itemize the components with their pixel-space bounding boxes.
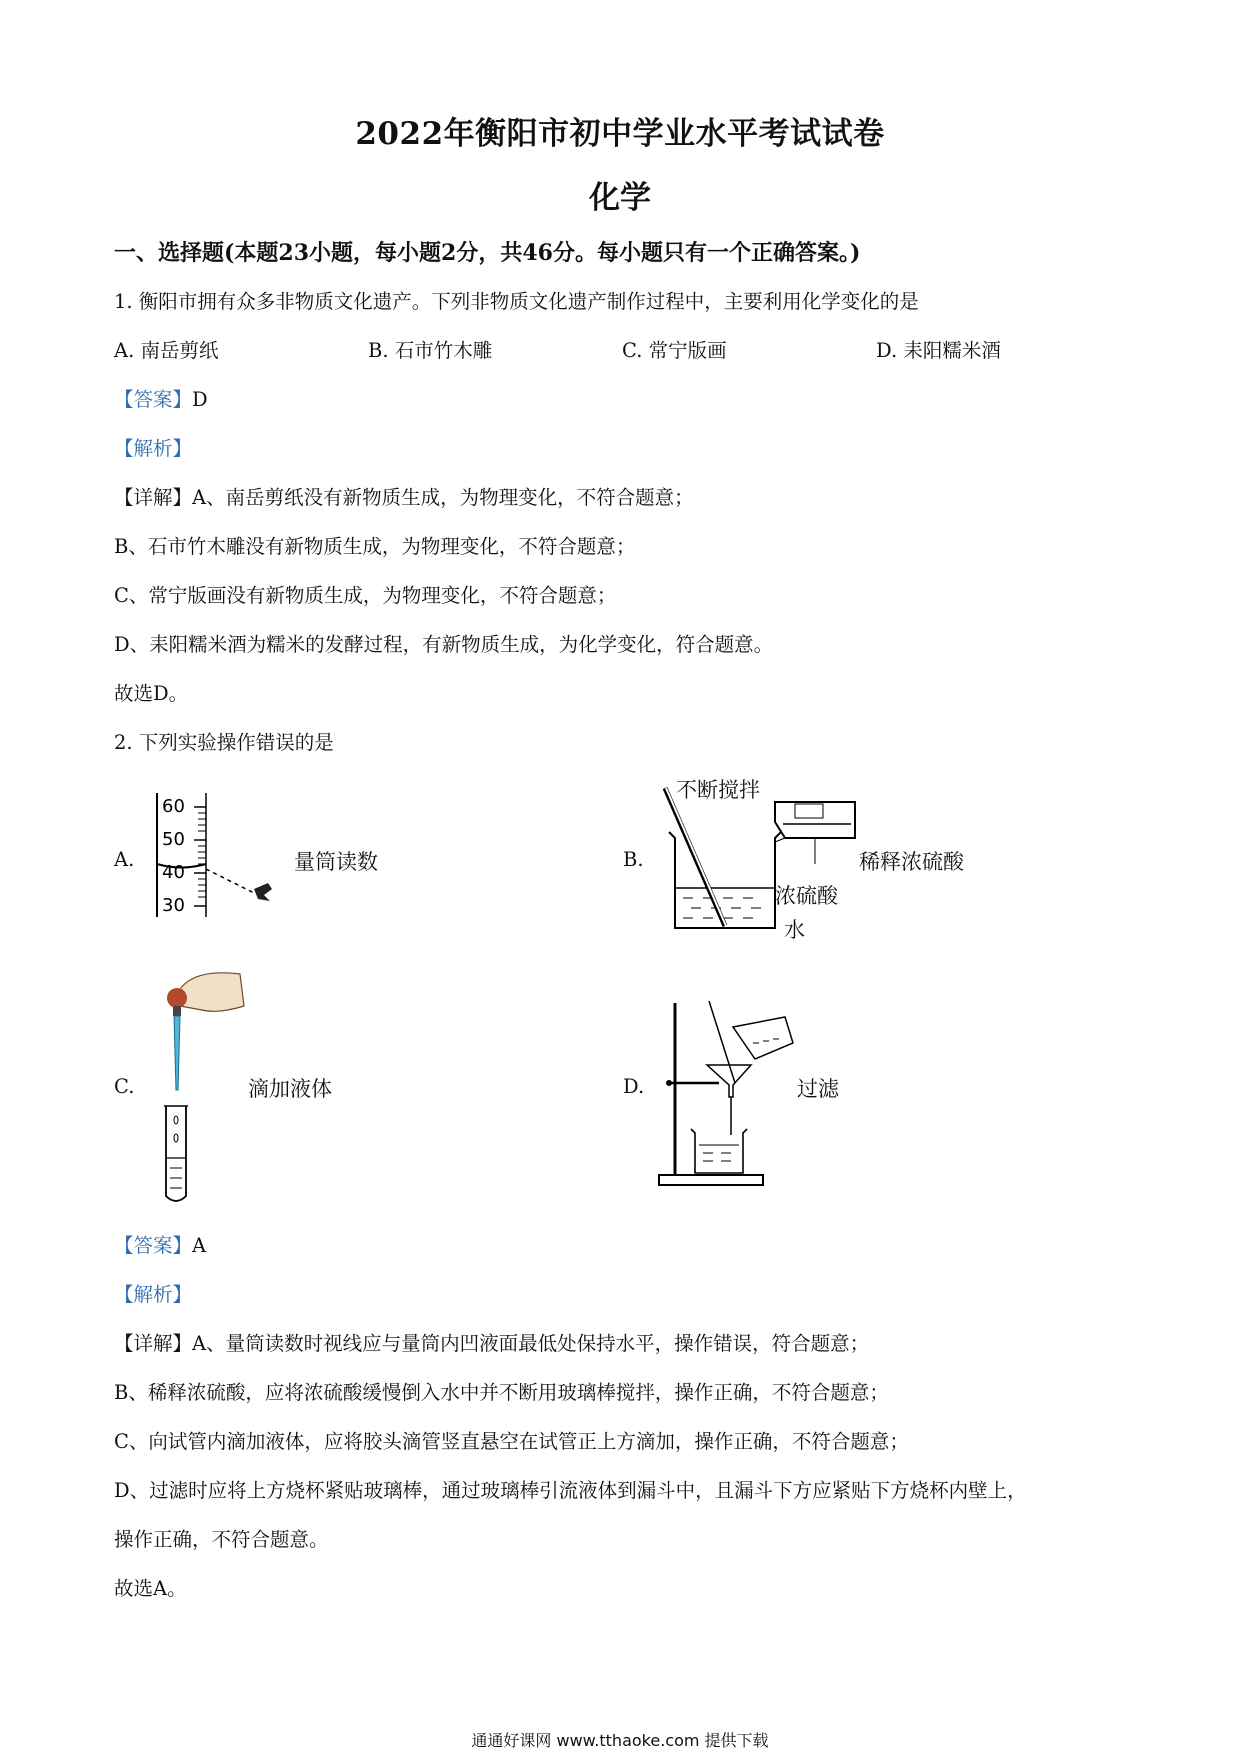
section-heading: 一、选择题(本题23小题，每小题2分，共46分。每小题只有一个正确答案。): [114, 240, 861, 266]
cylinder-tick-60: 60: [162, 796, 185, 817]
q1-option-a: A. 南岳剪纸: [114, 339, 219, 362]
filtration-figure: [655, 995, 805, 1195]
q2-answer-line: [114, 1230, 206, 1258]
q2-detail-c: C、向试管内滴加液体，应将胶头滴管竖直悬空在试管正上方滴加，操作正确，不符合题意；: [114, 1430, 909, 1453]
q1-detail-a-text: A、南岳剪纸没有新物质生成，为物理变化，不符合题意；: [192, 486, 694, 509]
q1-stem: 1. 衡阳市拥有众多非物质文化遗产。下列非物质文化遗产制作过程中，主要利用化学变化的是: [114, 290, 919, 313]
q1-detail-tag: 【详解】: [114, 486, 193, 509]
q2-detail-b: B、稀释浓硫酸，应将浓硫酸缓慢倒入水中并不断用玻璃棒搅拌，操作正确，不符合题意；: [114, 1381, 889, 1404]
cylinder-tick-30: 30: [162, 895, 185, 916]
q2-analysis-tag: 【解析】: [114, 1283, 193, 1306]
fig-a-caption: 量筒读数: [294, 850, 378, 874]
q1-answer-tag: 【答案】: [114, 388, 193, 411]
q2-conclusion: 故选A。: [114, 1577, 187, 1600]
q1-answer: D: [192, 388, 208, 411]
q2-detail-a-text: A、量筒读数时视线应与量筒内凹液面最低处保持水平，操作错误，符合题意；: [192, 1332, 870, 1355]
q2-detail-a: [114, 1328, 869, 1356]
fig-c-caption: 滴加液体: [248, 1077, 332, 1101]
dilution-figure: [665, 780, 865, 940]
q2-stem: 2. 下列实验操作错误的是: [114, 731, 334, 754]
q2-detail-d-cont: 操作正确，不符合题意。: [114, 1528, 329, 1551]
q1-conclusion: 故选D。: [114, 682, 189, 705]
fig-b-letter: B.: [623, 848, 644, 871]
dropper-figure: [150, 970, 250, 1210]
q1-option-b: B. 石市竹木雕: [368, 339, 493, 362]
q1-detail-d: D、耒阳糯米酒为糯米的发酵过程，有新物质生成，为化学变化，符合题意。: [114, 633, 774, 656]
q1-analysis-tag: 【解析】: [114, 437, 193, 460]
q1-detail-a: [114, 482, 694, 510]
q1-detail-b: B、石市竹木雕没有新物质生成，为物理变化，不符合题意；: [114, 535, 636, 558]
cylinder-tick-40: 40: [162, 862, 185, 883]
q2-answer: A: [192, 1234, 207, 1257]
fig-c-letter: C.: [114, 1075, 135, 1098]
fig-b-stir-label: 不断搅拌: [676, 778, 760, 802]
q2-detail-tag: 【详解】: [114, 1332, 193, 1355]
q1-detail-c: C、常宁版画没有新物质生成，为物理变化，不符合题意；: [114, 584, 617, 607]
fig-d-letter: D.: [623, 1075, 645, 1098]
fig-b-acid-label: 浓硫酸: [775, 884, 838, 908]
q2-detail-d: D、过滤时应将上方烧杯紧贴玻璃棒，通过玻璃棒引流液体到漏斗中，且漏斗下方应紧贴下方烧杯内壁上，: [114, 1479, 1027, 1502]
fig-b-water-label: 水: [784, 918, 805, 942]
fig-a-letter: A.: [114, 848, 135, 871]
fig-d-caption: 过滤: [797, 1077, 839, 1101]
page-title: 2022年衡阳市初中学业水平考试试卷: [355, 116, 885, 152]
q2-answer-tag: 【答案】: [114, 1234, 193, 1257]
q1-option-c: C. 常宁版画: [622, 339, 727, 362]
cylinder-tick-50: 50: [162, 829, 185, 850]
q1-option-d: D. 耒阳糯米酒: [876, 339, 1001, 362]
footer-watermark: 通通好课网 www.tthaoke.com 提供下载: [471, 1731, 769, 1750]
q1-answer-line: [114, 384, 208, 412]
fig-b-caption: 稀释浓硫酸: [859, 850, 964, 874]
graduated-cylinder-figure: [150, 785, 290, 925]
page-subtitle: 化学: [589, 180, 651, 216]
